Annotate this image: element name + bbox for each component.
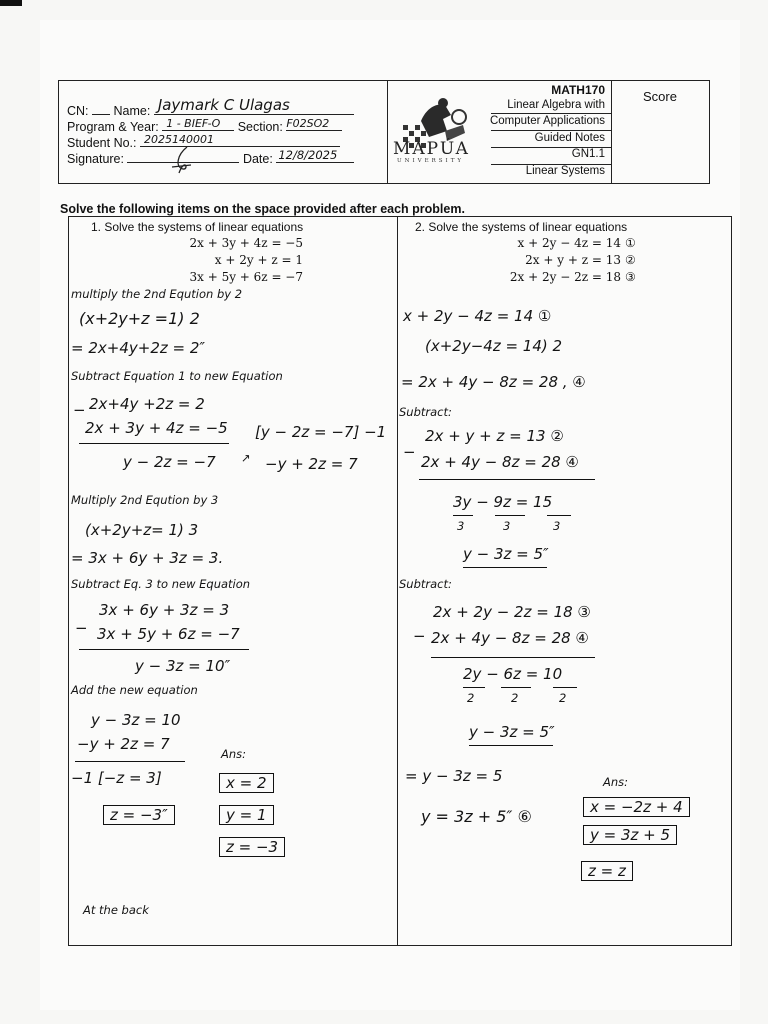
p1-underline xyxy=(79,649,249,650)
p2-equation: 2x + 4y − 8z = 28 ④ xyxy=(421,453,579,471)
p2-equation: = 2x + 4y − 8z = 28 , ④ xyxy=(401,373,586,391)
signature-mark xyxy=(169,145,199,175)
topic: Linear Systems xyxy=(525,165,605,177)
p2-equation: 2y − 6z = 10 xyxy=(463,665,563,683)
p2-underline xyxy=(431,657,595,658)
equation-mark: ③ xyxy=(625,270,636,284)
document-code: GN1.1 xyxy=(571,148,605,160)
equation: 2x + 2y − 2z = 18 xyxy=(509,270,621,284)
p1-arrow: ↗ xyxy=(241,451,251,465)
p2-divisor: 3 xyxy=(553,519,561,533)
student-no-value: 2025140001 xyxy=(143,133,214,146)
p1-equation: −1 [−z = 3] xyxy=(71,769,162,787)
p2-divisor: 2 xyxy=(511,691,519,705)
p1-equation: y − 3z = 10 xyxy=(91,711,181,729)
equation-mark: ② xyxy=(625,253,636,267)
score-label: Score xyxy=(643,89,677,104)
p1-note: At the back xyxy=(83,903,149,917)
p1-equation: 2x + 3y + 4z = −5 xyxy=(85,419,228,437)
p1-equation: 3x + 6y + 3z = 3 xyxy=(99,601,230,619)
cn-label: CN: xyxy=(67,104,89,118)
university-name: MAPÚA xyxy=(393,139,470,159)
p2-fraction-bar xyxy=(547,515,571,516)
date-value: 12/8/2025 xyxy=(278,148,338,162)
p2-divisor: 2 xyxy=(559,691,567,705)
course-section xyxy=(387,81,612,183)
p2-equation: 2x + 2y − 2z = 18 ③ xyxy=(433,603,591,621)
p2-minus-sign: − xyxy=(413,627,426,645)
p2-divisor: 2 xyxy=(467,691,475,705)
p2-fraction-bar xyxy=(501,687,531,688)
p1-answer-label: Ans: xyxy=(221,747,247,761)
p1-step-text: Subtract Equation 1 to new Equation xyxy=(71,369,283,383)
p1-equation: (x+2y+z =1) 2 xyxy=(79,309,200,328)
p1-equation: 3x + 5y + 6z = −7 xyxy=(97,625,240,643)
p1-step-text: Subtract Eq. 3 to new Equation xyxy=(71,577,251,591)
course-code: MATH170 xyxy=(551,83,605,97)
problem-2-title: 2. Solve the systems of linear equations xyxy=(415,220,628,234)
p1-equation: −y + 2z = 7 xyxy=(77,735,170,753)
p1-underline xyxy=(79,443,229,444)
equation: 2x + y + z = 13 xyxy=(525,253,621,267)
section-label: Section: xyxy=(237,120,283,134)
name-field xyxy=(154,96,354,115)
document-type: Guided Notes xyxy=(534,132,605,144)
scan-corner-mark xyxy=(0,0,22,6)
problem-1-title: 1. Solve the systems of linear equations xyxy=(91,220,304,234)
p1-equation: (x+2y+z= 1) 3 xyxy=(85,521,199,539)
p2-answer-label: Ans: xyxy=(603,775,629,789)
p2-divisor: 3 xyxy=(503,519,511,533)
p2-step-text: Subtract: xyxy=(399,405,452,419)
university-subtitle: UNIVERSITY xyxy=(397,158,464,164)
name-value: Jaymark C Ulagas xyxy=(157,96,290,114)
course-title-line-2: Computer Applications xyxy=(489,115,605,127)
date-label: Date: xyxy=(242,152,273,166)
p1-boxed-result: z = −3″ xyxy=(103,805,175,825)
p2-underline xyxy=(469,745,553,746)
p2-fraction-bar xyxy=(453,515,473,516)
signature-date-row xyxy=(67,148,354,166)
header-block xyxy=(58,80,710,184)
instruction-text: Solve the following items on the space provided after each problem. xyxy=(60,202,465,216)
p2-underline xyxy=(463,567,547,568)
p2-equation: 3y − 9z = 15 xyxy=(453,493,553,511)
p2-equation: = y − 3z = 5 xyxy=(405,767,503,785)
p2-divisor: 3 xyxy=(457,519,465,533)
section-value: F02SO2 xyxy=(286,117,330,130)
problem-2-system xyxy=(505,235,621,286)
p2-equation: y = 3z + 5″ ⑥ xyxy=(421,807,532,826)
course-rule xyxy=(491,130,611,131)
p2-equation: (x+2y−4z = 14) 2 xyxy=(425,337,563,355)
p1-step-text: Add the new equation xyxy=(71,683,198,697)
p2-minus-sign: − xyxy=(403,443,416,461)
program-value: 1 - BIEF-O xyxy=(166,117,221,130)
p1-equation: = 3x + 6y + 3z = 3. xyxy=(71,549,224,567)
column-divider xyxy=(397,217,398,945)
p1-step-text: multiply the 2nd Eqution by 2 xyxy=(71,287,243,301)
p1-minus-sign: − xyxy=(75,619,88,637)
p1-minus-sign: − xyxy=(73,401,86,419)
student-no-label: Student No.: xyxy=(67,136,137,150)
work-area xyxy=(68,216,732,946)
signature-field xyxy=(127,151,239,163)
p2-step-text: Subtract: xyxy=(399,577,452,591)
p1-equation: y − 2z = −7 xyxy=(123,453,216,471)
p1-equation: y − 3z = 10″ xyxy=(135,657,231,675)
p1-equation: [y − 2z = −7] −1 xyxy=(255,423,387,441)
score-box xyxy=(611,81,709,183)
equation-mark: ① xyxy=(625,236,636,250)
p2-underline xyxy=(419,479,595,480)
p1-answer-z: z = −3 xyxy=(219,837,285,857)
date-field xyxy=(276,148,354,163)
course-rule xyxy=(491,113,611,114)
p1-answer-x: x = 2 xyxy=(219,773,274,793)
signature-label: Signature: xyxy=(67,152,124,166)
cn-blank xyxy=(92,103,110,115)
student-info-section xyxy=(59,81,388,183)
p2-answer-z: z = z xyxy=(581,861,633,881)
p2-answer-y: y = 3z + 5 xyxy=(583,825,677,845)
course-title-line-1: Linear Algebra with xyxy=(507,99,605,111)
p2-equation: 2x + 4y − 8z = 28 ④ xyxy=(431,629,589,647)
p1-step-text: Multiply 2nd Eqution by 3 xyxy=(71,493,219,507)
problem-1-system xyxy=(187,235,303,286)
p1-equation: 2x+4y +2z = 2 xyxy=(89,395,205,413)
equation: 3x + 5y + 6z = −7 xyxy=(189,270,303,284)
name-label: Name: xyxy=(113,104,151,118)
p2-equation: 2x + y + z = 13 ② xyxy=(425,427,564,445)
p1-underline xyxy=(75,761,185,762)
p2-equation: x + 2y − 4z = 14 ① xyxy=(403,307,552,325)
p2-fraction-bar xyxy=(463,687,485,688)
p2-answer-x: x = −2z + 4 xyxy=(583,797,690,817)
p2-equation: y − 3z = 5″ xyxy=(463,545,549,563)
equation: 2x + 3y + 4z = −5 xyxy=(189,236,303,250)
p2-equation: y − 3z = 5″ xyxy=(469,723,555,741)
equation: x + 2y − 4z = 14 xyxy=(517,236,621,250)
p1-equation: = 2x+4y+2z = 2″ xyxy=(71,339,205,357)
program-section-row xyxy=(67,119,342,134)
section-field xyxy=(286,119,342,131)
program-label: Program & Year: xyxy=(67,120,159,134)
problem-2-equation-marks xyxy=(625,235,643,286)
p1-equation: −y + 2z = 7 xyxy=(265,455,358,473)
p2-fraction-bar xyxy=(495,515,525,516)
equation: x + 2y + z = 1 xyxy=(214,253,303,267)
program-field xyxy=(162,119,234,131)
p1-answer-y: y = 1 xyxy=(219,805,274,825)
p2-fraction-bar xyxy=(553,687,577,688)
course-rule xyxy=(491,147,611,148)
cn-name-row xyxy=(67,96,354,118)
course-rule xyxy=(491,164,611,165)
